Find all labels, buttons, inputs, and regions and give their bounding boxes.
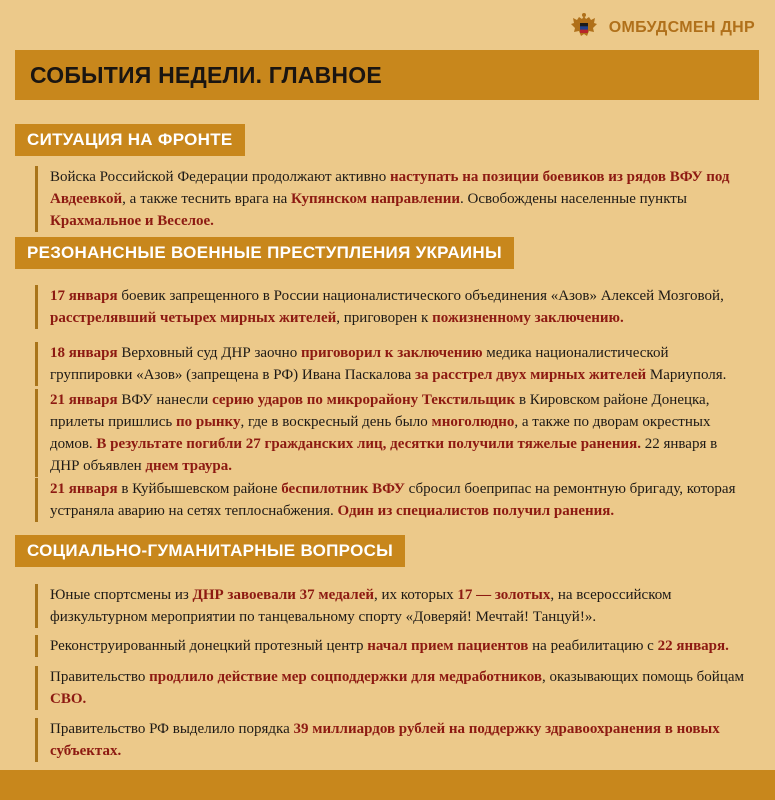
news-item xyxy=(35,635,747,657)
highlighted-text: ДНР завоевали 37 медалей xyxy=(192,587,375,603)
paragraph-text: , приговорен к xyxy=(336,310,433,326)
paragraph-text: Юные спортсмены из xyxy=(50,587,193,603)
paragraph-text: Верховный суд ДНР заочно xyxy=(117,345,301,361)
paragraph-text: сбросил боеприпас на ремонтную бригаду, которая устраняла аварию на сетях теплоснабжения. xyxy=(50,481,736,519)
paragraph-text: 22 января в ДНР объявлен xyxy=(50,436,718,474)
highlighted-text: серию ударов по микрорайону Текстильщик xyxy=(212,392,516,408)
highlighted-text: расстрелявший четырех мирных жителей xyxy=(50,310,337,326)
news-item xyxy=(35,584,747,628)
highlighted-text: Крахмальное и Веселое. xyxy=(50,213,214,229)
double-headed-eagle-icon xyxy=(569,12,599,44)
highlighted-text: 21 января xyxy=(50,481,118,497)
highlighted-text: за расстрел двух мирных жителей xyxy=(415,367,647,383)
paragraph-text: , а также теснить врага на xyxy=(122,191,292,207)
brand-name: ОМБУДСМЕН ДНР xyxy=(608,19,755,36)
highlighted-text: В результате погибли 27 гражданских лиц, десятки получили тяжелые ранения. xyxy=(96,436,641,452)
highlighted-text: 39 миллиардов рублей на поддержку здравоохранения в новых субъектах. xyxy=(50,721,720,759)
paragraph-text: медика националистической группировки «Азов» (запрещена в РФ) Ивана Паскалова xyxy=(50,345,669,383)
paragraph-text: , а также по дворам окрестных домов. xyxy=(50,414,711,452)
paragraph-text: . Освобождены населенные пункты xyxy=(460,191,687,207)
highlighted-text: 17 января xyxy=(50,288,118,304)
paragraph-text: в Куйбышевском районе xyxy=(117,481,282,497)
highlighted-text: днем траура. xyxy=(145,458,232,474)
paragraph-text: ВФУ нанесли xyxy=(117,392,213,408)
paragraph-text: , оказывающих помощь бойцам xyxy=(542,669,745,685)
paragraph-text: Правительство РФ выделило порядка xyxy=(50,721,294,737)
highlighted-text: СВО. xyxy=(50,691,87,707)
paragraph-text: , где в воскресный день было xyxy=(240,414,432,430)
news-item xyxy=(35,342,747,386)
news-item xyxy=(35,718,747,762)
paragraph-text: на реабилитацию с xyxy=(528,638,658,654)
highlighted-text: Один из специалистов получил ранения. xyxy=(337,503,615,519)
highlighted-text: 21 января xyxy=(50,392,118,408)
highlighted-text: Купянском направлении xyxy=(291,191,461,207)
highlighted-text: приговорил к заключению xyxy=(300,345,483,361)
page-title: СОБЫТИЯ НЕДЕЛИ. ГЛАВНОЕ xyxy=(30,61,382,88)
paragraph-text: Войска Российской Федерации продолжают активно xyxy=(50,169,390,185)
highlighted-text: наступать на позиции боевиков из рядов ВФУ под Авдеевкой xyxy=(50,169,730,207)
highlighted-text: беспилотник ВФУ xyxy=(281,481,405,497)
paragraph-text: Реконструированный донецкий протезный центр xyxy=(50,638,368,654)
brand-logo xyxy=(569,12,755,44)
section-heading-social: СОЦИАЛЬНО-ГУМАНИТАРНЫЕ ВОПРОСЫ xyxy=(15,535,405,567)
section-heading-war-crimes: РЕЗОНАНСНЫЕ ВОЕННЫЕ ПРЕСТУПЛЕНИЯ УКРАИНЫ xyxy=(15,237,514,269)
news-item xyxy=(35,285,747,329)
highlighted-text: 17 — золотых xyxy=(457,587,551,603)
highlighted-text: продлило действие мер соцподдержки для медработников xyxy=(149,669,542,685)
paragraph-text: Правительство xyxy=(50,669,150,685)
paragraph-text: боевик запрещенного в России националистического объединения «Азов» Алексей Мозговой, xyxy=(117,288,724,304)
news-item xyxy=(35,166,747,232)
highlighted-text: 22 января. xyxy=(657,638,729,654)
paragraph-text: Мариуполя. xyxy=(646,367,727,383)
page-title-bar xyxy=(15,50,759,100)
highlighted-text: многолюдно xyxy=(431,414,515,430)
section-heading-front: СИТУАЦИЯ НА ФРОНТЕ xyxy=(15,124,245,156)
highlighted-text: 18 января xyxy=(50,345,118,361)
news-item xyxy=(35,666,747,710)
news-item xyxy=(35,389,747,477)
highlighted-text: начал прием пациентов xyxy=(367,638,529,654)
highlighted-text: по рынку xyxy=(175,414,241,430)
highlighted-text: пожизненному заключению. xyxy=(432,310,624,326)
paragraph-text: , их которых xyxy=(374,587,458,603)
paragraph-text: , на всероссийском физкультурном мероприятии по танцевальному спорту «Доверяй! Мечтай! Танцуй!». xyxy=(50,587,672,625)
news-item xyxy=(35,478,747,522)
footer-bar xyxy=(0,770,775,800)
paragraph-text: в Кировском районе Донецка, прилеты пришлись xyxy=(50,392,710,430)
